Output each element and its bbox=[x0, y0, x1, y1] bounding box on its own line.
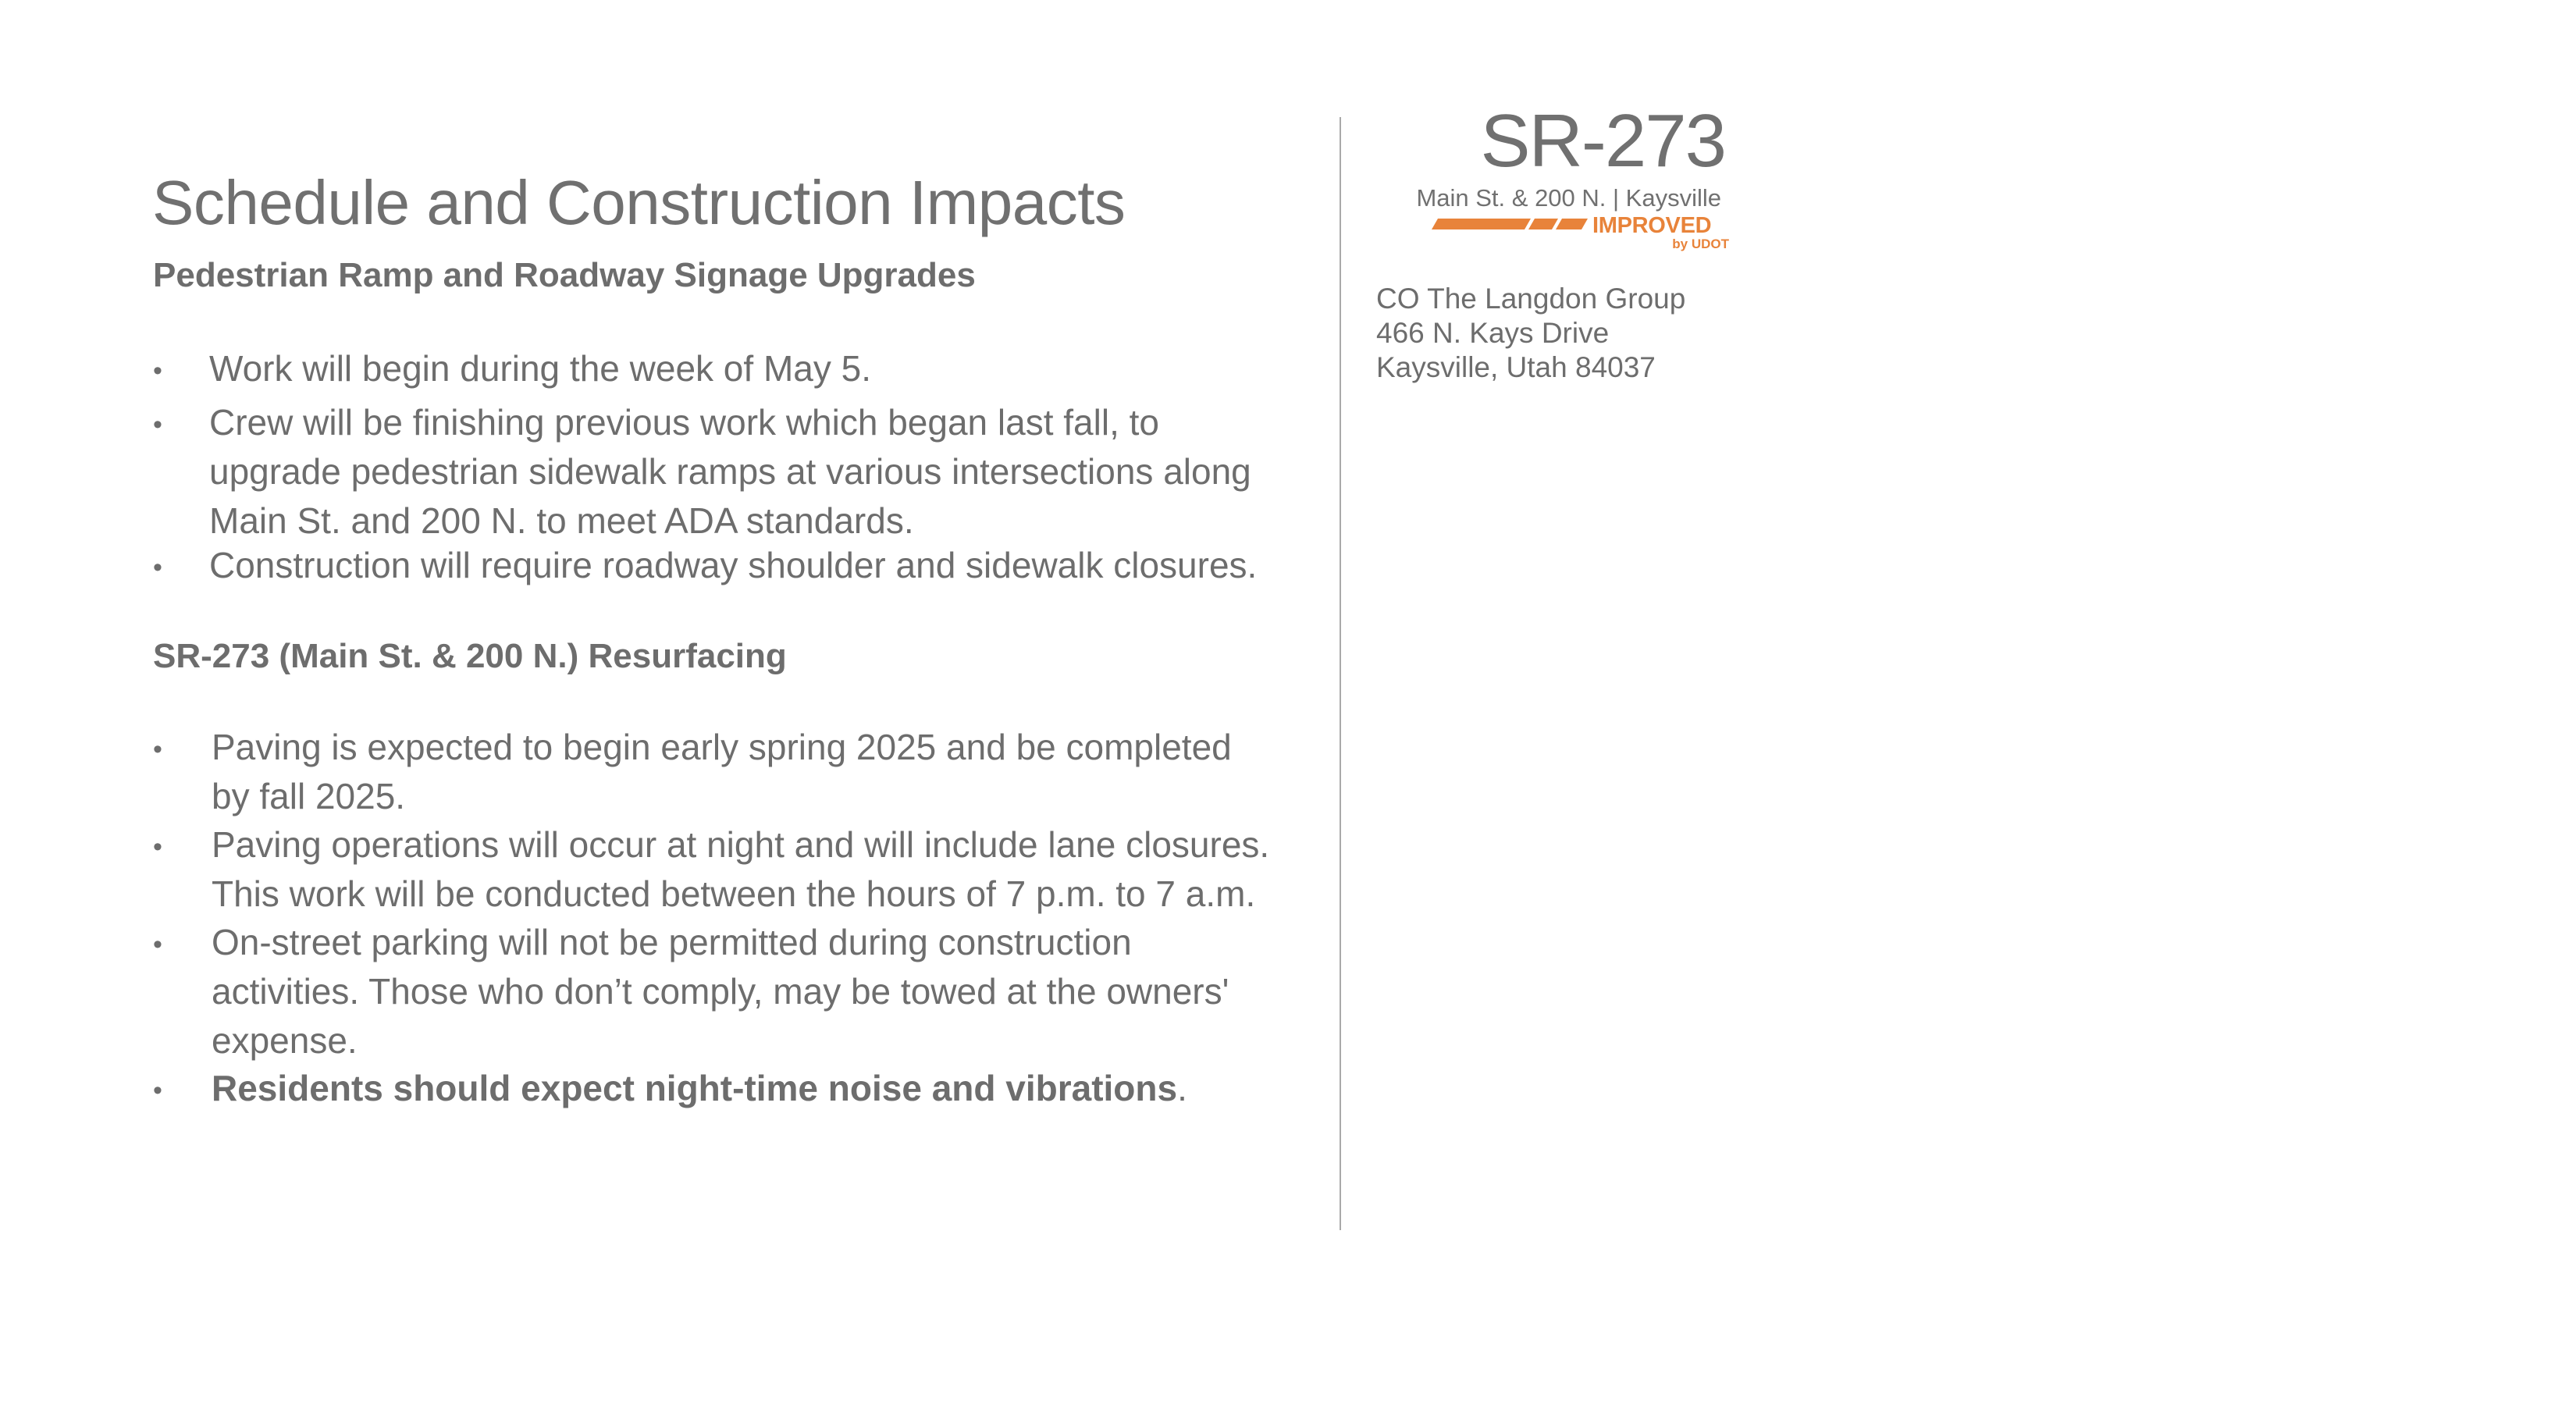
list-item-line: upgrade pedestrian sidewalk ramps at various intersections along bbox=[209, 451, 1251, 492]
list-item-line: activities. Those who don’t comply, may be towed at the owners' bbox=[212, 971, 1229, 1012]
bullet-icon: • bbox=[153, 930, 162, 959]
list-item-line: Construction will require roadway shoulder and sidewalk closures. bbox=[209, 545, 1258, 585]
logo-improved-text: IMPROVED bbox=[1592, 213, 1712, 238]
logo-route-number: SR-273 bbox=[1480, 99, 1725, 183]
address-line: 466 N. Kays Drive bbox=[1376, 317, 1610, 349]
bullet-icon: • bbox=[153, 553, 162, 582]
trailing-period: . bbox=[1177, 1068, 1187, 1108]
list-item-line: This work will be conducted between the hours of 7 p.m. to 7 a.m. bbox=[212, 873, 1256, 914]
list-item-line: Crew will be finishing previous work which began last fall, to bbox=[209, 402, 1160, 443]
section1-heading: Pedestrian Ramp and Roadway Signage Upgrades bbox=[153, 256, 976, 294]
bullet-icon: • bbox=[153, 735, 162, 764]
vertical-divider bbox=[1340, 117, 1341, 1230]
bullet-icon: • bbox=[153, 356, 162, 386]
list-item-line bbox=[212, 1068, 1187, 1108]
list-item-line: On-street parking will not be permitted during construction bbox=[212, 922, 1132, 962]
page-title: Schedule and Construction Impacts bbox=[152, 168, 1126, 237]
list-item-line: Paving operations will occur at night and will include lane closures. bbox=[212, 824, 1270, 865]
list-item-line: Work will begin during the week of May 5. bbox=[209, 348, 871, 389]
list-item-line: by fall 2025. bbox=[212, 776, 406, 816]
orange-stripes-icon bbox=[1432, 219, 1588, 229]
address-line: Kaysville, Utah 84037 bbox=[1376, 351, 1656, 383]
list-item-line: expense. bbox=[212, 1020, 358, 1061]
logo-by-udot: by UDOT bbox=[1672, 237, 1729, 251]
address-line: CO The Langdon Group bbox=[1376, 283, 1686, 315]
bullet-icon: • bbox=[153, 410, 162, 439]
emphasis-text: Residents should expect night-time noise and vibrations bbox=[212, 1068, 1178, 1108]
section2-heading: SR-273 (Main St. & 200 N.) Resurfacing bbox=[153, 637, 787, 675]
bullet-icon: • bbox=[153, 832, 162, 862]
list-item-line: Main St. and 200 N. to meet ADA standards. bbox=[209, 500, 914, 541]
list-item-line: Paving is expected to begin early spring 2025 and be completed bbox=[212, 727, 1232, 767]
logo-location: Main St. & 200 N. | Kaysville bbox=[1416, 184, 1721, 212]
bullet-icon: • bbox=[153, 1076, 162, 1105]
